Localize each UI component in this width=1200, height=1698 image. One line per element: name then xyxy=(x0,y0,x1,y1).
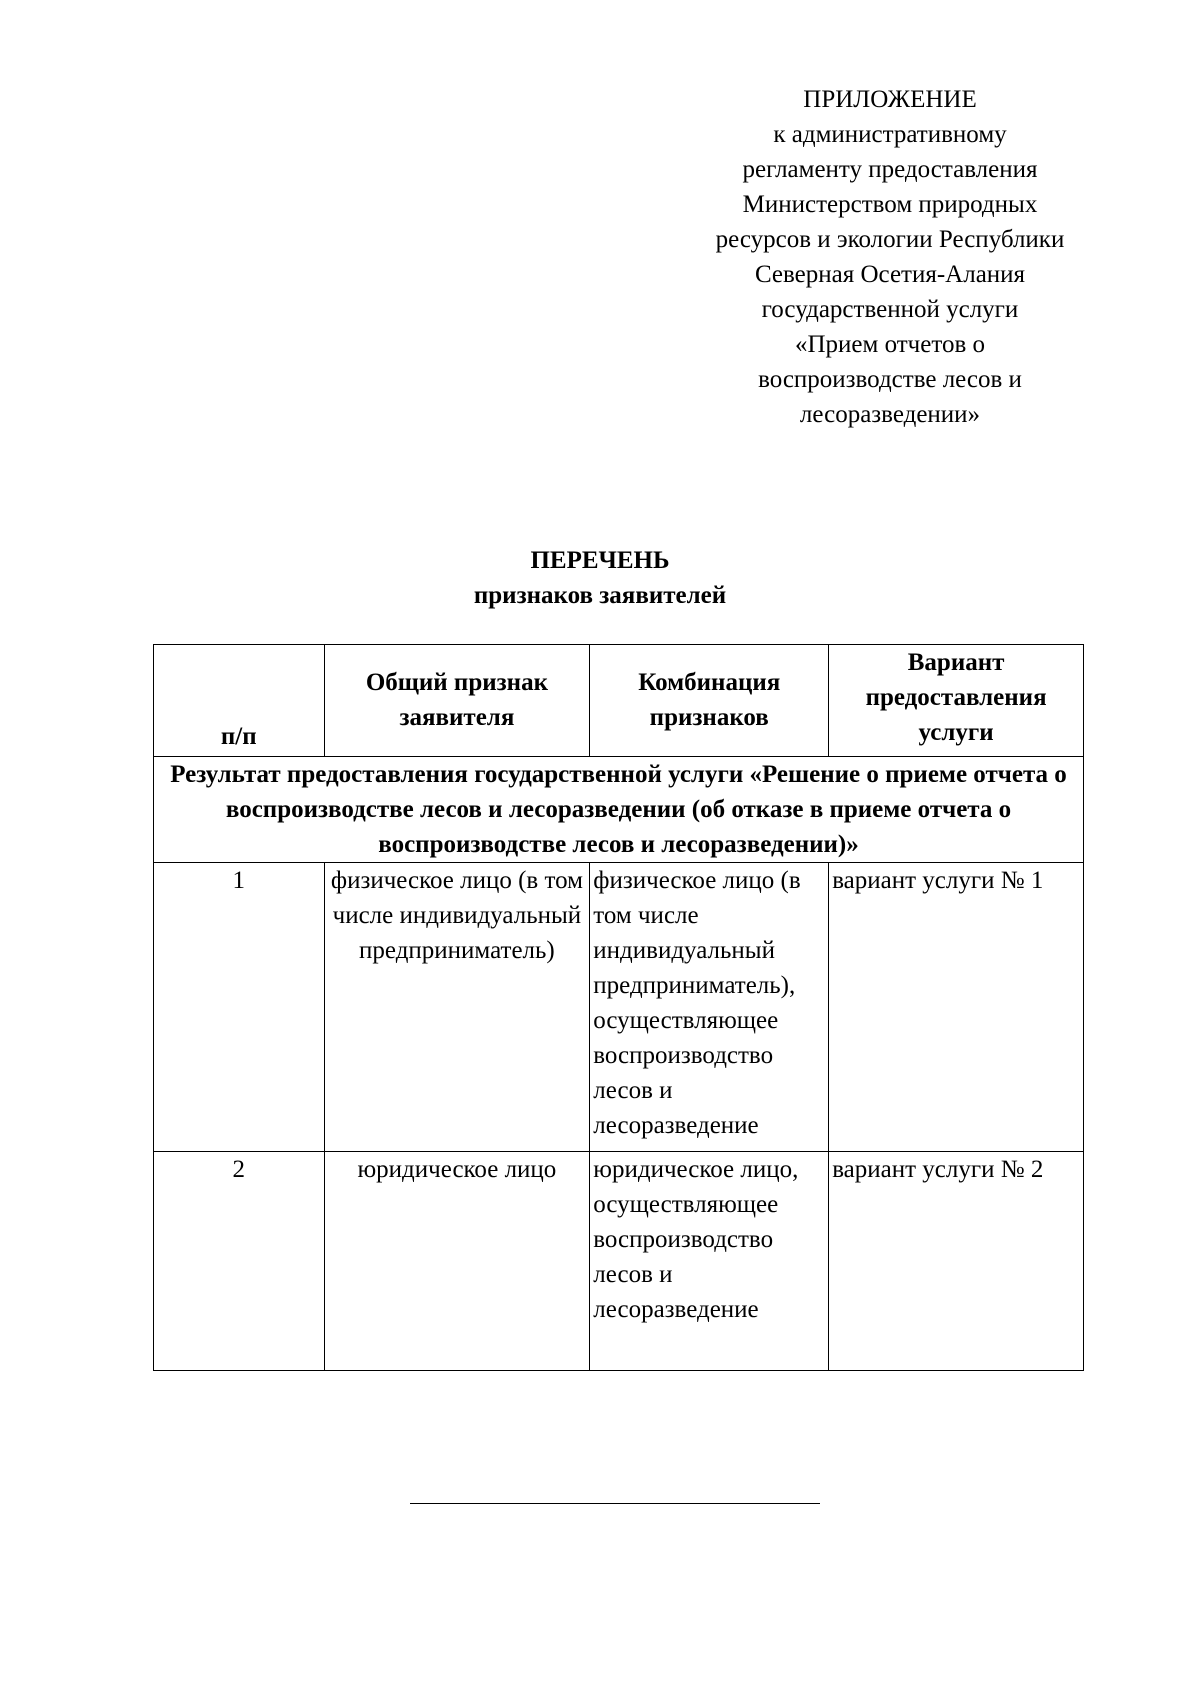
title-line-1: ПЕРЕЧЕНЬ xyxy=(530,547,670,574)
table-row xyxy=(154,1152,1084,1371)
appendix-line: воспроизводстве лесов и xyxy=(758,366,1022,393)
cell-variant: вариант услуги № 1 xyxy=(829,863,1084,1152)
appendix-line: регламенту предоставления xyxy=(742,156,1038,183)
appendix-line: ресурсов и экологии Республики xyxy=(715,226,1065,253)
document-title xyxy=(0,543,1200,613)
cell-combination: юридическое лицо, осуществляющее воспроизводство лесов и лесоразведение xyxy=(590,1152,829,1371)
header-general-criterion: Общий признак заявителя xyxy=(324,645,590,757)
appendix-line: Северная Осетия-Алания xyxy=(754,261,1026,288)
appendix-line: Министерством природных xyxy=(742,191,1038,218)
appendix-line: «Прием отчетов о xyxy=(794,331,985,358)
appendix-line: государственной услуги xyxy=(761,296,1019,323)
title-line-2: признаков заявителей xyxy=(473,582,727,609)
header-variant: Вариант предоставления услуги xyxy=(829,645,1084,757)
appendix-line: лесоразведении» xyxy=(799,401,981,428)
cell-general-criterion: юридическое лицо xyxy=(324,1152,590,1371)
cell-num: 2 xyxy=(154,1152,325,1371)
appendix-line: к административному xyxy=(773,121,1007,148)
closing-divider xyxy=(410,1503,820,1504)
applicant-criteria-table xyxy=(153,644,1084,1371)
cell-variant: вариант услуги № 2 xyxy=(829,1152,1084,1371)
appendix-line: ПРИЛОЖЕНИЕ xyxy=(803,86,977,113)
cell-num: 1 xyxy=(154,863,325,1152)
header-combination: Комбинация признаков xyxy=(590,645,829,757)
cell-combination: физическое лицо (в том числе индивидуальный предприниматель), осуществляющее воспроизводство лесов и лесоразведение xyxy=(590,863,829,1152)
table-row xyxy=(154,863,1084,1152)
header-num: п/п xyxy=(154,645,325,757)
table-header-row xyxy=(154,645,1084,757)
section-result-text: Результат предоставления государственной услуги «Решение о приеме отчета о воспроизводстве лесов и лесоразведении (об отказе в приеме отчета о воспроизводстве лесов и лесоразведении)» xyxy=(154,757,1084,863)
cell-general-criterion: физическое лицо (в том числе индивидуальный предприниматель) xyxy=(324,863,590,1152)
table-section-row xyxy=(154,757,1084,863)
appendix-block xyxy=(680,82,1100,432)
